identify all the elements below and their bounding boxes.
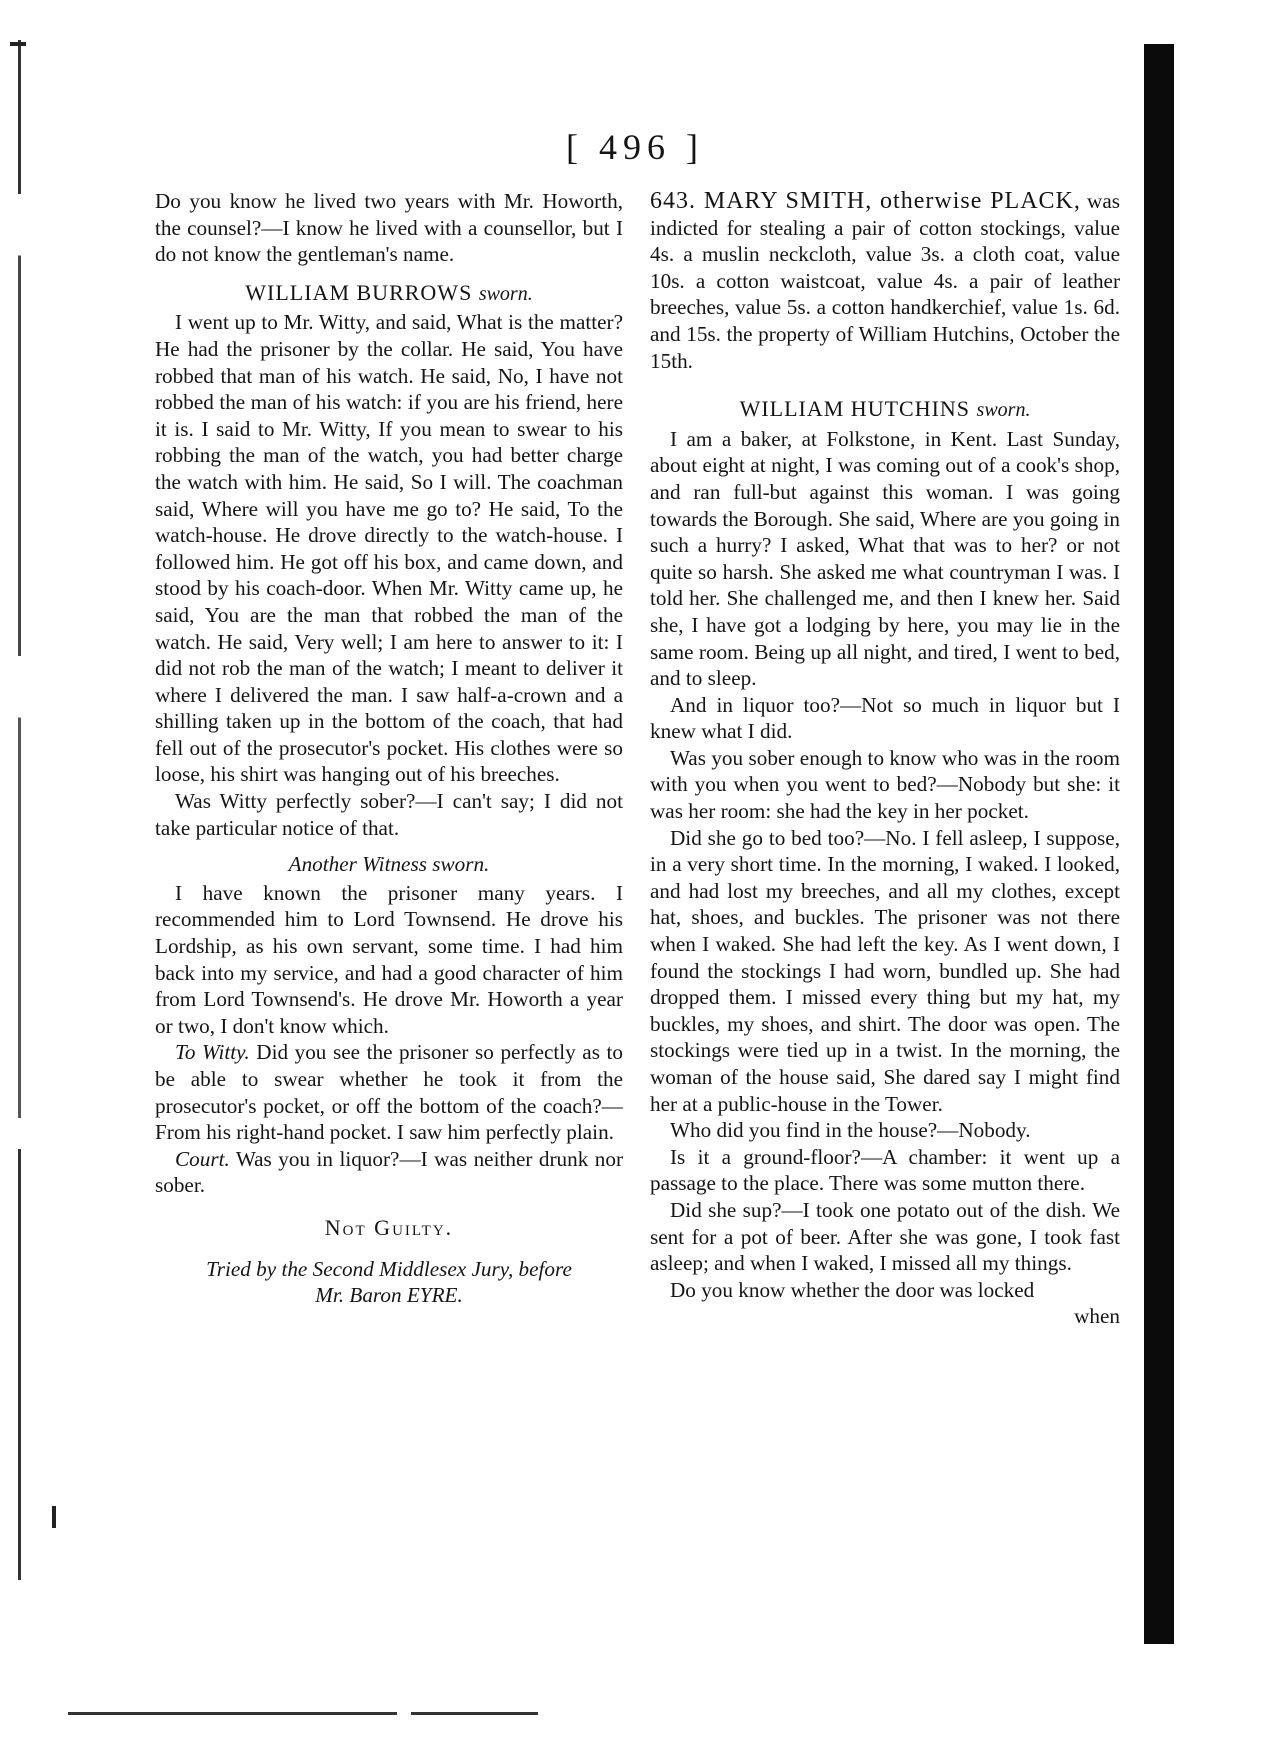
paragraph: Did she sup?—I took one potato out of the dish. We sent for a pot of beer. After she was gone, I took fast asleep; and when I waked, I missed all my things. [650,1197,1120,1276]
witness-heading [650,396,1120,424]
paragraph: I went up to Mr. Witty, and said, What is the matter? He had the prisoner by the collar. He said, You have robbed that man of his watch. He said, No, I have not robbed the man of his watch: if you are his friend, here it is. I said to Mr. Witty, If you mean to swear to his robbing the man of the watch, you had better charge the watch with him. He said, So I will. The coachman said, Where will you have me go to? He said, To the watch-house. He drove directly to the watch-house. I followed him. He got off his box, and came down, and stood by his coach-door. When Mr. Witty came up, he said, You are the man that robbed the man of the watch. He said, Very well; I am here to answer to it: I did not rob the man of the watch; I meant to deliver it where I delivered the man. I saw half-a-crown and a shilling taken up in the bottom of the coach, that had fell out of the prosecutor's pocket. His clothes were so loose, his shirt was hanging out of his breeches. [155,310,623,787]
paragraph: I am a baker, at Folkstone, in Kent. Last Sunday, about eight at night, I was coming out of a cook's shop, and ran full-but against this woman. I was going towards the Borough. She said, Where are you going in such a hurry? I asked, What that was to her? or not quite so harsh. She asked me what countryman I was. I told her. She challenged me, and then I knew her. Said she, I have got a lodging by here, you may lie in the same room. Being up all night, and tired, I went to bed, and to sleep. [650,426,1120,691]
indictment [650,188,1120,374]
trial-note-line: Tried by the Second Middlesex Jury, before [206,1256,572,1281]
sworn-label: sworn. [976,399,1031,422]
witness-name: WILLIAM HUTCHINS [739,396,971,422]
indictment-heading: 643. MARY SMITH, otherwise PLACK, [650,188,1081,214]
witness-heading: Another Witness sworn. [288,852,490,877]
left-column [155,188,623,1308]
speaker-label: Court. [175,1146,230,1171]
bottom-rule [68,1712,538,1715]
paragraph: Who did you find in the house?—Nobody. [670,1118,1031,1143]
right-column [650,188,1120,1330]
scan-edge-bar [1144,44,1174,1644]
paragraph [155,1039,623,1145]
paragraph: I have known the prisoner many years. I recommended him to Lord Townsend. He drove his Lordship, as his own servant, some time. I had him back into my service, and had a good character of him from Lord Townsend's. He drove Mr. Howorth a year or two, I don't know which. [155,880,623,1038]
paragraph: Was you sober enough to know who was in the room with you when you went to bed?—Nobody but she: it was her room: she had the key in her pocket. [650,745,1120,824]
paragraph: Do you know whether the door was locked [670,1277,1035,1302]
catchword: when [1074,1304,1120,1329]
paragraph-text: Did you see the prisoner so perfectly as to be able to swear whether he took it from the prosecutor's pocket, or off the bottom of the coach?—From his right-hand pocket. I saw him perfectly plain. [155,1040,624,1145]
scan-margin-mark [52,1506,56,1528]
trial-note [155,1256,623,1308]
paragraph [155,1146,623,1199]
indictment-text: was indicted for stealing a pair of cotton stockings, value 4s. a muslin neckcloth, value 3s. a cloth coat, value 10s. a cotton waistcoat, value 4s. a pair of leather breeches, value 5s. a cotton handkerchief, value 1s. 6d. and 15s. the property of William Hutchins, October the 15th. [650,189,1120,373]
sworn-label: sworn. [478,282,533,305]
paragraph: Was Witty perfectly sober?—I can't say; I did not take particular notice of that. [155,789,623,840]
page-number: [ 496 ] [566,127,704,167]
paragraph: And in liquor too?—Not so much in liquor but I knew what I did. [650,692,1120,744]
paragraph: Do you know he lived two years with Mr. Howorth, the counsel?—I know he lived with a counsellor, but I do not know the gentleman's name. [155,189,623,267]
paragraph: Did she go to bed too?—No. I fell asleep, I suppose, in a very short time. In the morning, I waked. I looked, and had lost my breeches, and all my clothes, except hat, shoes, and buckles. The prisoner was not there when I waked. She had left the key. As I went down, I found the stockings I had worn, bundled up. She had dropped them. I missed every thing but my hat, my buckles, my shoes, and shirt. The door was open. The stockings were tied up in a twist. In the morning, the woman of the house said, She dared say I might find her at a public-house in the Tower. [650,825,1120,1116]
verdict: Not Guilty. [324,1214,454,1240]
speaker-label: To Witty. [175,1040,250,1065]
witness-heading [155,280,623,308]
trial-note-line: Mr. Baron EYRE. [315,1282,463,1307]
witness-name: WILLIAM BURROWS [245,279,473,305]
paragraph-text: Was you in liquor?—I was neither drunk nor sober. [155,1146,624,1198]
scan-margin-tick [10,42,26,46]
paragraph: Is it a ground-floor?—A chamber: it went up a passage to the place. There was some mutton there. [650,1144,1120,1196]
scan-margin-line [18,40,21,1580]
